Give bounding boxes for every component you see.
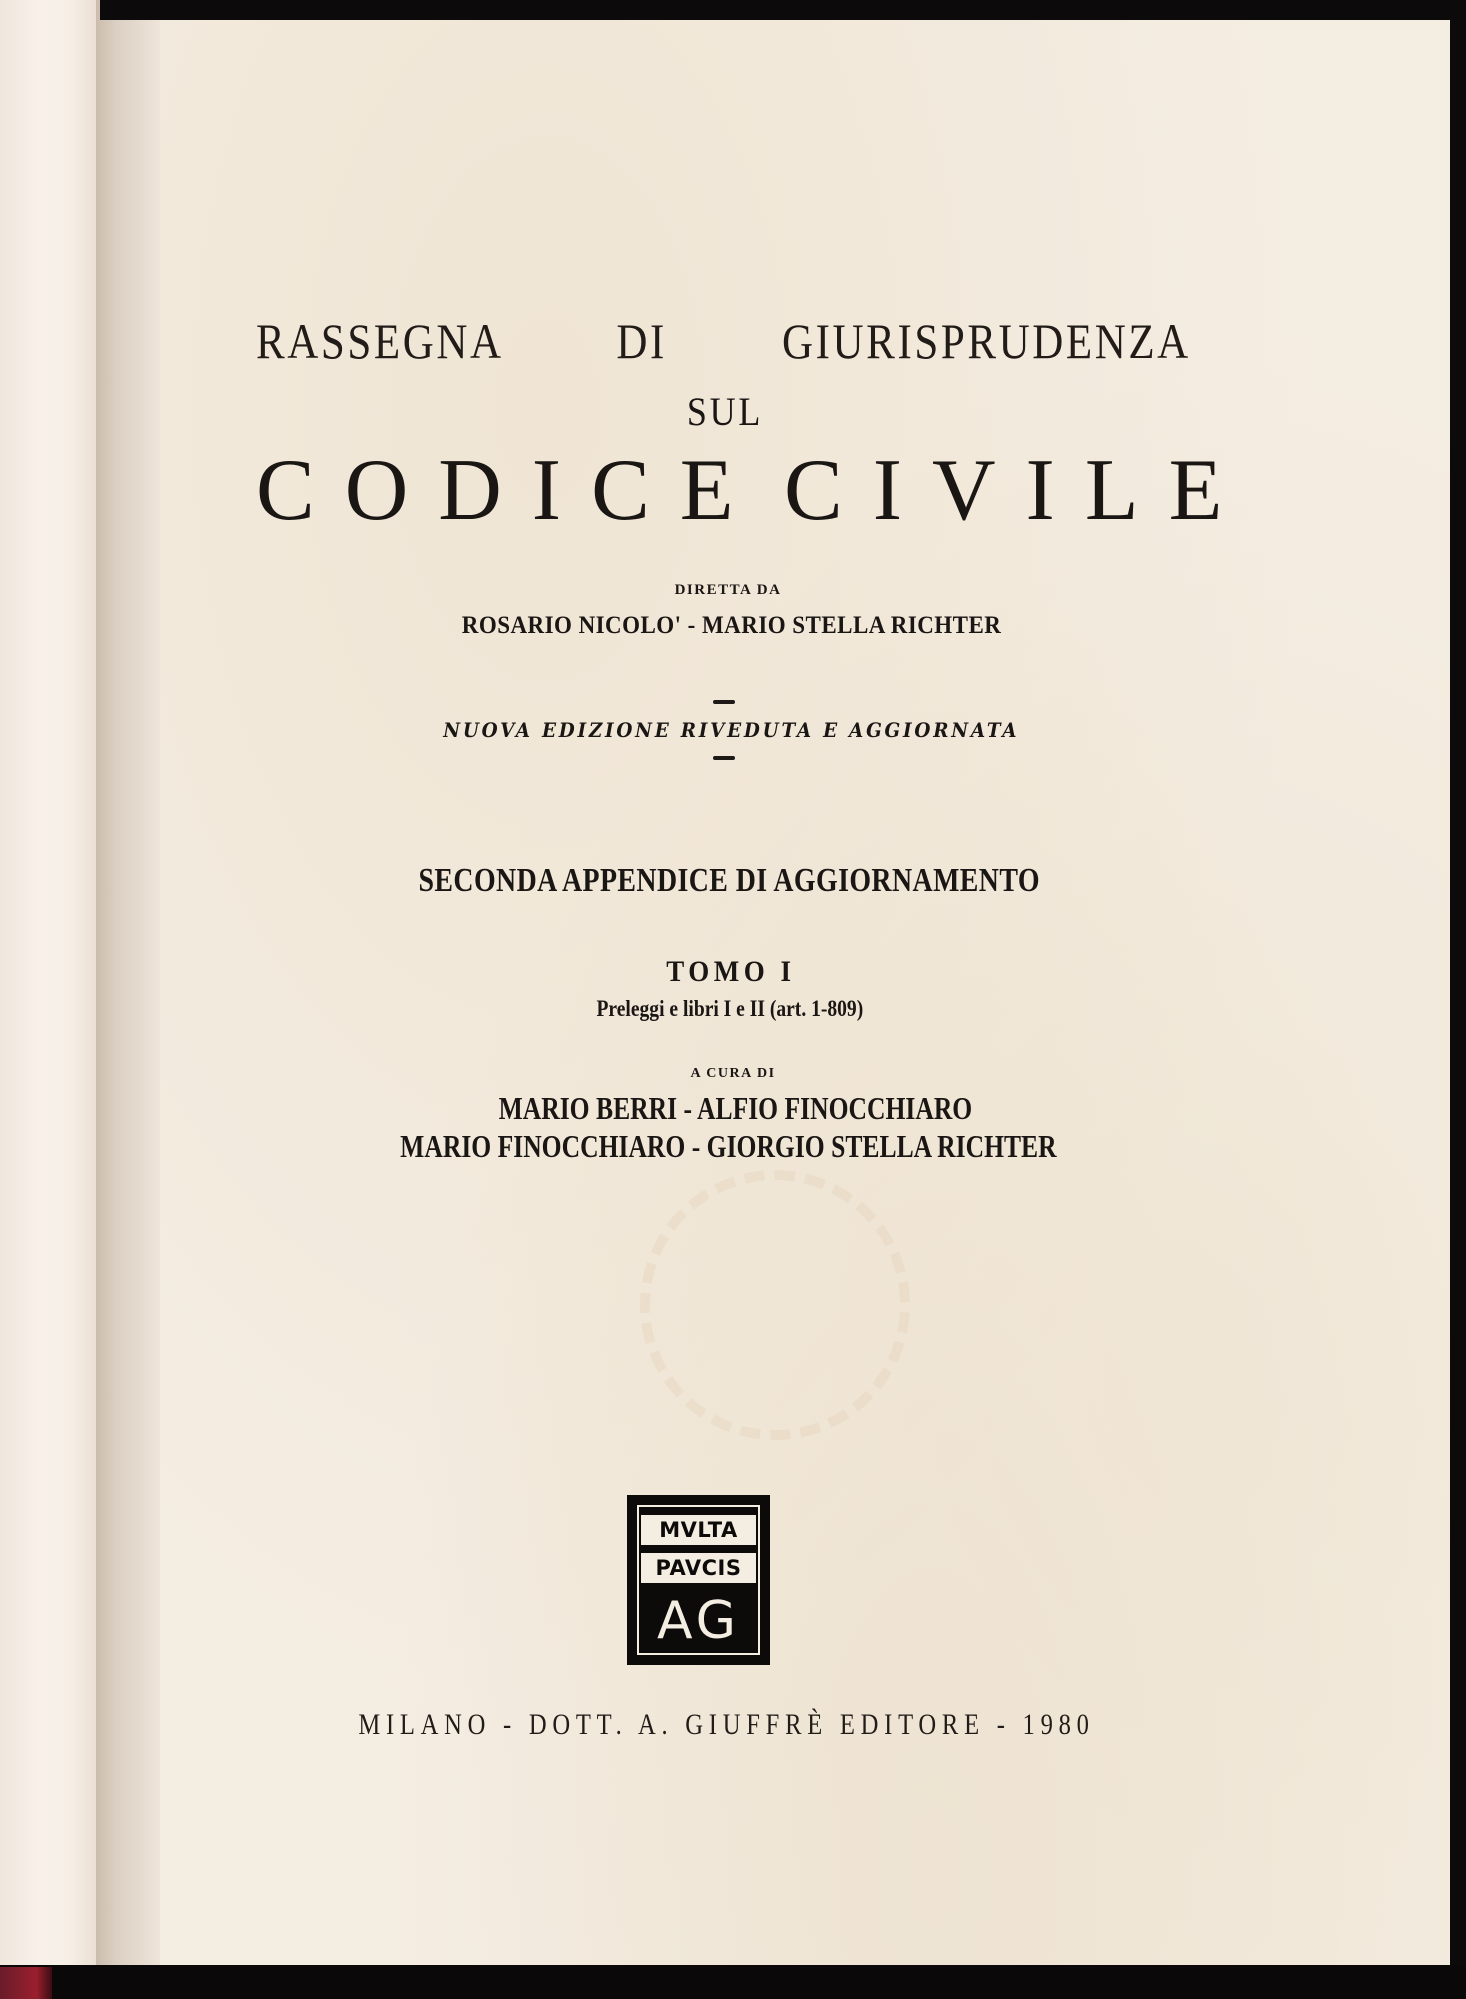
directors: ROSARIO NICOLO' - MARIO STELLA RICHTER (461, 612, 1002, 639)
publisher-logo (627, 1495, 770, 1665)
editors-line-1: MARIO BERRI - ALFIO FINOCCHIARO (498, 1090, 973, 1126)
scan-border-top (100, 0, 1466, 20)
main-title-word-2: CIVILE (784, 442, 1253, 539)
ornamental-dash-top (713, 700, 735, 704)
binding-accent (0, 1967, 52, 1999)
directed-by-label (0, 582, 1466, 599)
scan-border-bottom (0, 1965, 1466, 1999)
imprint: MILANO - DOTT. A. GIUFFRÈ EDITORE - 1980 (358, 1708, 1095, 1741)
scan-border-right (1450, 0, 1466, 1999)
embossed-stamp (640, 1170, 910, 1440)
logo-monogram: AG (657, 1591, 740, 1651)
editors-line-2: MARIO FINOCCHIARO - GIORGIO STELLA RICHTER (400, 1128, 1057, 1164)
edited-by-label: A CURA DI (690, 1066, 776, 1081)
appendix-title: SECONDA APPENDICE DI AGGIORNAMENTO (418, 862, 1040, 899)
directed-by-text: DIRETTA DA (674, 582, 782, 598)
ornamental-dash-bottom (713, 756, 735, 760)
volume-scope: Preleggi e libri I e II (art. 1-809) (596, 996, 864, 1021)
logo-motto-2: PAVCIS (641, 1553, 756, 1583)
main-title-word-1: CODICE (256, 442, 764, 539)
title-connector: SUL (686, 389, 764, 434)
logo-motto-1: MVLTA (641, 1515, 756, 1545)
series-title: RASSEGNA DI GIURISPRUDENZA (256, 313, 1191, 369)
edition-note: NUOVA EDIZIONE RIVEDUTA E AGGIORNATA (443, 718, 1020, 742)
volume-number: TOMO I (666, 955, 796, 988)
